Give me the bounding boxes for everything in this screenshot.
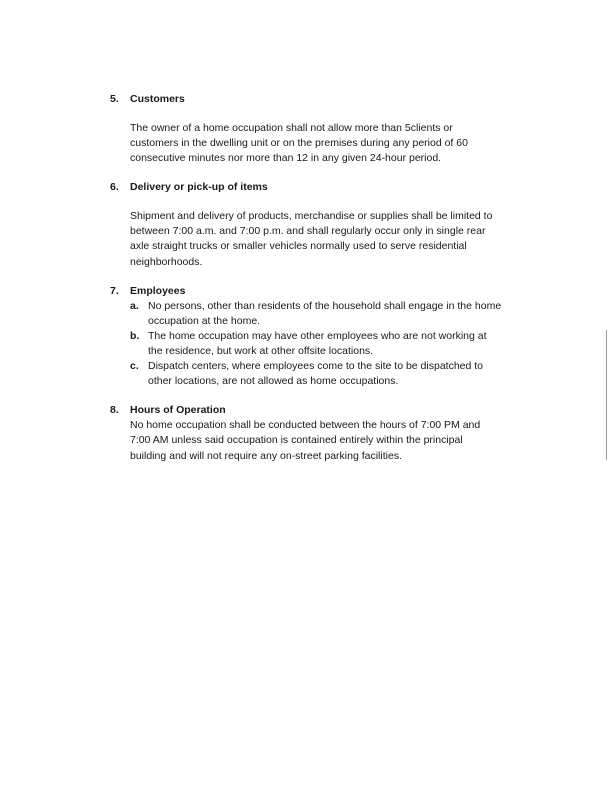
- section-number: 5.: [110, 93, 119, 105]
- item-line: occupation at the home.: [148, 315, 261, 327]
- section-heading: Employees: [130, 285, 186, 297]
- section-heading: Customers: [130, 93, 185, 105]
- paragraph-line: consecutive minutes nor more than 12 in any given 24-hour period.: [130, 152, 442, 164]
- item-letter: b.: [130, 330, 140, 342]
- paragraph-line: neighborhoods.: [130, 256, 203, 268]
- item-letter: a.: [130, 300, 139, 312]
- paragraph-line: No home occupation shall be conducted between the hours of 7:00 PM and: [130, 419, 481, 431]
- paragraph-line: The owner of a home occupation shall not allow more than 5clients or: [130, 122, 453, 134]
- section-number: 7.: [110, 285, 119, 297]
- paragraph-line: 7:00 AM unless said occupation is contained entirely within the principal: [130, 434, 463, 446]
- paragraph-line: between 7:00 a.m. and 7:00 p.m. and shall regularly occur only in single rear: [130, 225, 486, 237]
- section-number: 6.: [110, 181, 119, 193]
- item-line: The home occupation may have other employees who are not working at: [148, 330, 487, 342]
- paragraph-line: axle straight trucks or smaller vehicles normally used to serve residential: [130, 240, 467, 252]
- paragraph-line: customers in the dwelling unit or on the premises during any period of 60: [130, 137, 468, 149]
- item-line: No persons, other than residents of the household shall engage in the home: [148, 300, 502, 312]
- item-line: Dispatch centers, where employees come to the site to be dispatched to: [148, 360, 484, 372]
- scan-edge-line: [606, 330, 607, 460]
- item-line: other locations, are not allowed as home occupations.: [148, 375, 399, 387]
- paragraph-line: Shipment and delivery of products, merchandise or supplies shall be limited to: [130, 210, 493, 222]
- section-number: 8.: [110, 404, 119, 416]
- section-heading: Delivery or pick-up of items: [130, 181, 268, 193]
- paragraph-line: building and will not require any on-street parking facilities.: [130, 450, 402, 462]
- section-heading: Hours of Operation: [130, 404, 226, 416]
- item-line: the residence, but work at other offsite locations.: [148, 345, 374, 357]
- item-letter: c.: [130, 360, 139, 372]
